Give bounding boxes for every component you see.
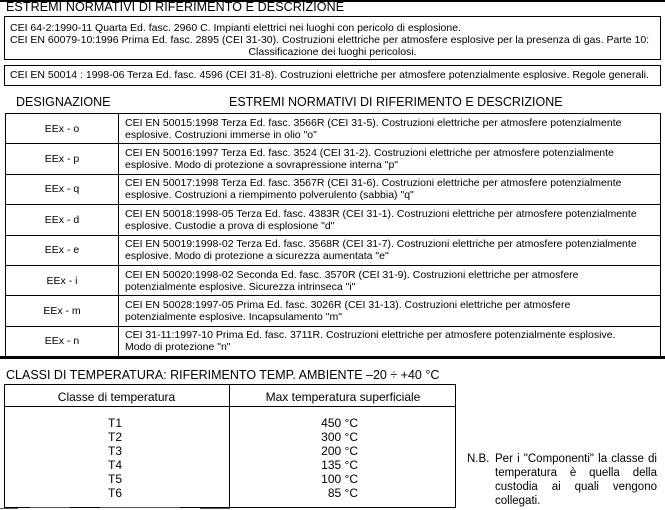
temperature-class-header: Classe di temperatura xyxy=(57,390,176,404)
table-row xyxy=(6,265,661,295)
temperature-section-title: CLASSI DI TEMPERATURA: RIFERIMENTO TEMP. AMBIENTE –20 ÷ +40 °C xyxy=(6,368,440,382)
designation-description xyxy=(119,174,661,204)
designation-description xyxy=(119,144,661,174)
max-temperature: 100 °C xyxy=(321,472,358,486)
description-line: CEI EN 50016:1997 Terza Ed. fasc. 3524 (CEI 31-2). Costruzioni elettriche per atmosfere potenzialmente xyxy=(125,147,614,160)
description-line: esplosive. Modo di protezione a sicurezza aumentata "e" xyxy=(125,250,389,263)
max-temperature: 85 °C xyxy=(327,486,358,500)
temperature-class: T3 xyxy=(108,444,123,458)
section-divider xyxy=(0,356,665,359)
reference-line: Classificazione dei luoghi pericolosi. xyxy=(248,46,417,58)
note-label: N.B. xyxy=(467,453,490,465)
max-temperature: 300 °C xyxy=(321,430,358,444)
description-line: esplosive. Costruzioni immerse in olio "o" xyxy=(125,128,317,141)
max-temperature-list xyxy=(290,416,358,500)
max-temperature: 450 °C xyxy=(321,416,358,430)
temperature-class: T4 xyxy=(108,458,123,472)
designation-code: EEx - i xyxy=(6,265,119,295)
table-divider xyxy=(4,406,456,407)
cropped-bottom-line xyxy=(0,506,665,510)
reference-line: CEI EN 60079-10:1996 Prima Ed. fasc. 2895 (CEI 31-30). Costruzioni elettriche per atmosfere esplosive per la presenza di gas. Parte 10: xyxy=(10,34,650,46)
table-row xyxy=(6,114,661,144)
max-temperature-header: Max temperatura superficiale xyxy=(265,390,421,404)
designation-description xyxy=(119,235,661,265)
designation-code: EEx - e xyxy=(6,235,119,265)
temperature-class: T1 xyxy=(108,416,123,430)
designation-code: EEx - n xyxy=(6,326,119,356)
description-line: esplosive. Custodie a prova di esplosione "d" xyxy=(125,219,335,232)
description-line: esplosive. Modo di protezione a sovrapressione interna "p" xyxy=(125,159,399,172)
table-row xyxy=(6,326,661,356)
temperature-class: T2 xyxy=(108,430,123,444)
reference-line: CEI 64-2:1990-11 Quarta Ed. fasc. 2960 C. Impianti elettrici nei luoghi con pericolo di esplosione. xyxy=(10,22,461,34)
description-line: CEI EN 50018:1998-05 Terza Ed. fasc. 4383R (CEI 31-1). Costruzioni elettriche per atmosfere potenzialmente xyxy=(125,207,637,220)
description-line: CEI EN 50015:1998 Terza Ed. fasc. 3566R (CEI 31-5). Costruzioni elettriche per atmosfere potenzialmente xyxy=(125,116,622,129)
max-temperature: 200 °C xyxy=(321,444,358,458)
designation-table xyxy=(5,113,661,357)
description-line: esplosive. Costruzioni a riempimento polverulento (sabbia) "q" xyxy=(125,189,414,202)
general-rules-box xyxy=(4,65,661,86)
reference-column-header: ESTREMI NORMATIVI DI RIFERIMENTO E DESCRIZIONE xyxy=(229,95,563,109)
max-temperature: 135 °C xyxy=(321,458,358,472)
temperature-class: T6 xyxy=(108,486,123,500)
table-row xyxy=(6,205,661,235)
designation-code: EEx - p xyxy=(6,144,119,174)
designation-code: EEx - m xyxy=(6,296,119,326)
note-text: Per i "Componenti" la classe di temperatura è quella della custodia ai quali vengono collegati. xyxy=(495,453,657,507)
table-row xyxy=(6,144,661,174)
table-row xyxy=(6,296,661,326)
temperature-class-list xyxy=(108,416,148,500)
description-line: CEI EN 50028:1997-05 Prima Ed. fasc. 3026R (CEI 31-13). Costruzioni elettriche per atmosfere xyxy=(125,299,571,312)
general-references-box xyxy=(4,16,661,60)
section-title: ESTREMI NORMATIVI DI RIFERIMENTO E DESCRIZIONE xyxy=(6,0,345,14)
description-line: Modo di protezione "n" xyxy=(125,341,231,354)
reference-line: CEI EN 50014 : 1998-06 Terza Ed. fasc. 4596 (CEI 31-8). Costruzioni elettriche per atmosfere potenzialmente esplosive. Regole generali. xyxy=(10,69,649,81)
description-line: CEI 31-11:1997-10 Prima Ed. fasc. 3711R. Costruzioni elettriche per atmosfere potenzialmente esplosive. xyxy=(125,329,616,342)
designation-description xyxy=(119,205,661,235)
designation-column-header: DESIGNAZIONE xyxy=(16,95,111,109)
description-line: CEI EN 50020:1998-02 Seconda Ed. fasc. 3570R (CEI 31-9). Costruzioni elettriche per atmosfere xyxy=(125,268,579,281)
table-row xyxy=(6,235,661,265)
table-row xyxy=(6,174,661,204)
designation-description xyxy=(119,326,661,356)
description-line: potenzialmente esplosive. Sicurezza intrinseca "i" xyxy=(125,280,356,293)
designation-code: EEx - o xyxy=(6,114,119,144)
temperature-class: T5 xyxy=(108,472,123,486)
designation-description xyxy=(119,296,661,326)
designation-description xyxy=(119,114,661,144)
description-line: CEI EN 50017:1998 Terza Ed. fasc. 3567R (CEI 31-6). Costruzioni elettriche per atmosfere potenzialmente xyxy=(125,177,622,190)
description-line: CEI EN 50019:1998-02 Terza Ed. fasc. 3568R (CEI 31-7). Costruzioni elettriche per atmosfere potenzialmente xyxy=(125,238,637,251)
designation-description xyxy=(119,265,661,295)
designation-code: EEx - q xyxy=(6,174,119,204)
designation-code: EEx - d xyxy=(6,205,119,235)
description-line: potenzialmente esplosive. Incapsulamento "m" xyxy=(125,311,342,324)
